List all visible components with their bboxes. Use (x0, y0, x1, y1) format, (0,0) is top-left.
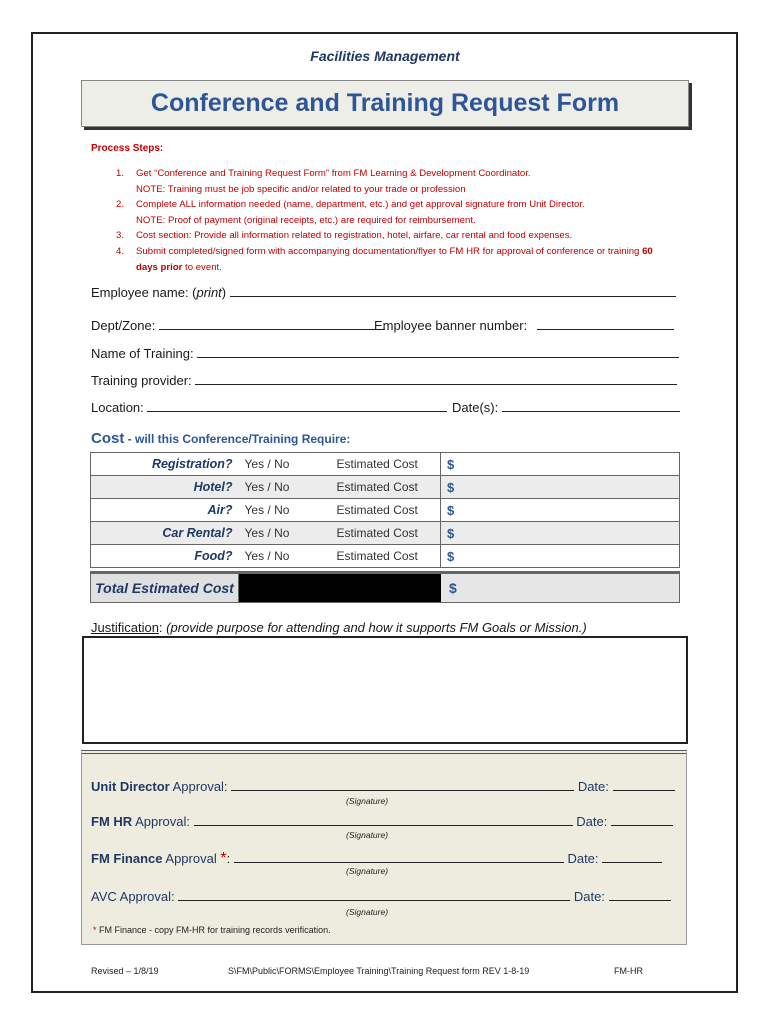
process-steps-list (91, 166, 691, 275)
cost-row-food: Food? Yes / No Estimated Cost $ (91, 545, 680, 568)
dates-field[interactable] (502, 401, 680, 412)
cost-row-car-rental: Car Rental? Yes / No Estimated Cost $ (91, 522, 680, 545)
unit-director-date-field[interactable] (613, 780, 675, 791)
banner-number-field[interactable] (537, 319, 674, 330)
training-provider-field[interactable] (195, 374, 677, 385)
department-label: Facilities Management (310, 48, 460, 64)
cost-row-registration: Registration? Yes / No Estimated Cost $ (91, 453, 680, 476)
total-cost-blackout (239, 574, 441, 602)
title-box (81, 80, 689, 127)
dates-row: Date(s): (452, 400, 680, 415)
signature-caption: (Signature) (346, 796, 389, 806)
yes-no-selector[interactable]: Yes / No (239, 522, 331, 545)
cost-amount-field[interactable]: $ (441, 476, 680, 499)
signature-caption: (Signature) (346, 866, 389, 876)
signature-caption: (Signature) (346, 907, 389, 917)
process-steps-heading: Process Steps: (91, 143, 164, 154)
yes-no-selector[interactable]: Yes / No (239, 476, 331, 499)
cost-row-air: Air? Yes / No Estimated Cost $ (91, 499, 680, 522)
justification-label: Justification: (provide purpose for attending and how it supports FM Goals or Mission.) (91, 620, 587, 635)
form-title: Conference and Training Request Form (150, 89, 620, 117)
signature-caption: (Signature) (346, 830, 389, 840)
unit-director-approval-row: Unit Director Approval: Date: (91, 779, 675, 794)
dept-zone-row: Dept/Zone: (91, 318, 385, 333)
cost-amount-field[interactable]: $ (441, 522, 680, 545)
step-2: 2. Complete ALL information needed (name, department, etc.) and get approval signature from Unit Director. (115, 199, 585, 211)
footer-file-path: S\FM\Public\FORMS\Employee Training\Training Request form REV 1-8-19 (228, 966, 530, 976)
yes-no-selector[interactable]: Yes / No (239, 545, 331, 568)
justification-textarea[interactable] (82, 636, 688, 744)
unit-director-signature-field[interactable] (231, 780, 574, 791)
cost-heading: Cost - will this Conference/Training Require: (91, 430, 351, 447)
fm-finance-signature-field[interactable] (234, 852, 564, 863)
footer-revised: Revised – 1/8/19 (91, 966, 159, 976)
footer-form-code: FM-HR (614, 966, 643, 976)
fm-hr-signature-field[interactable] (194, 815, 573, 826)
fm-hr-date-field[interactable] (611, 815, 673, 826)
training-name-field[interactable] (197, 347, 679, 358)
training-provider-row: Training provider: (91, 373, 677, 388)
total-cost-field[interactable]: $ (441, 574, 679, 602)
yes-no-selector[interactable]: Yes / No (239, 499, 331, 522)
cost-amount-field[interactable]: $ (441, 545, 680, 568)
fm-hr-approval-row: FM HR Approval: Date: (91, 814, 673, 829)
location-row: Location: (91, 400, 447, 415)
location-field[interactable] (147, 401, 447, 412)
fm-finance-date-field[interactable] (602, 852, 662, 863)
avc-date-field[interactable] (609, 890, 671, 901)
total-cost-label: Total Estimated Cost (91, 574, 239, 602)
employee-name-field[interactable] (230, 286, 676, 297)
training-name-row: Name of Training: (91, 346, 679, 361)
step-4: 4. Submit completed/signed form with accompanying documentation/flyer to FM HR for approval of conference or training 60 (115, 245, 653, 257)
total-cost-row (90, 571, 680, 603)
banner-number-row: Employee banner number: (374, 318, 674, 333)
avc-approval-row: AVC Approval: Date: (91, 889, 671, 904)
yes-no-selector[interactable]: Yes / No (239, 453, 331, 476)
avc-signature-field[interactable] (178, 890, 570, 901)
step-4-continued: days prior to event. (136, 261, 222, 273)
step-1: 1. Get “Conference and Training Request Form” from FM Learning & Development Coordinator. (115, 168, 531, 179)
fm-finance-approval-row: FM Finance Approval *: Date: (91, 850, 662, 868)
finance-footnote: * FM Finance - copy FM-HR for training records verification. (93, 925, 331, 935)
employee-name-row: Employee name: (print) (91, 285, 676, 300)
step-3: 3. Cost section: Provide all information related to registration, hotel, airfare, car rental and food expenses. (115, 230, 573, 242)
cost-amount-field[interactable]: $ (441, 453, 680, 476)
step-2-note: NOTE: Proof of payment (original receipts, etc.) are required for reimbursement. (136, 214, 476, 226)
step-1-note: NOTE: Training must be job specific and/or related to your trade or profession (136, 183, 466, 195)
cost-table (90, 452, 680, 568)
cost-amount-field[interactable]: $ (441, 499, 680, 522)
dept-zone-field[interactable] (159, 319, 385, 330)
cost-row-hotel: Hotel? Yes / No Estimated Cost $ (91, 476, 680, 499)
